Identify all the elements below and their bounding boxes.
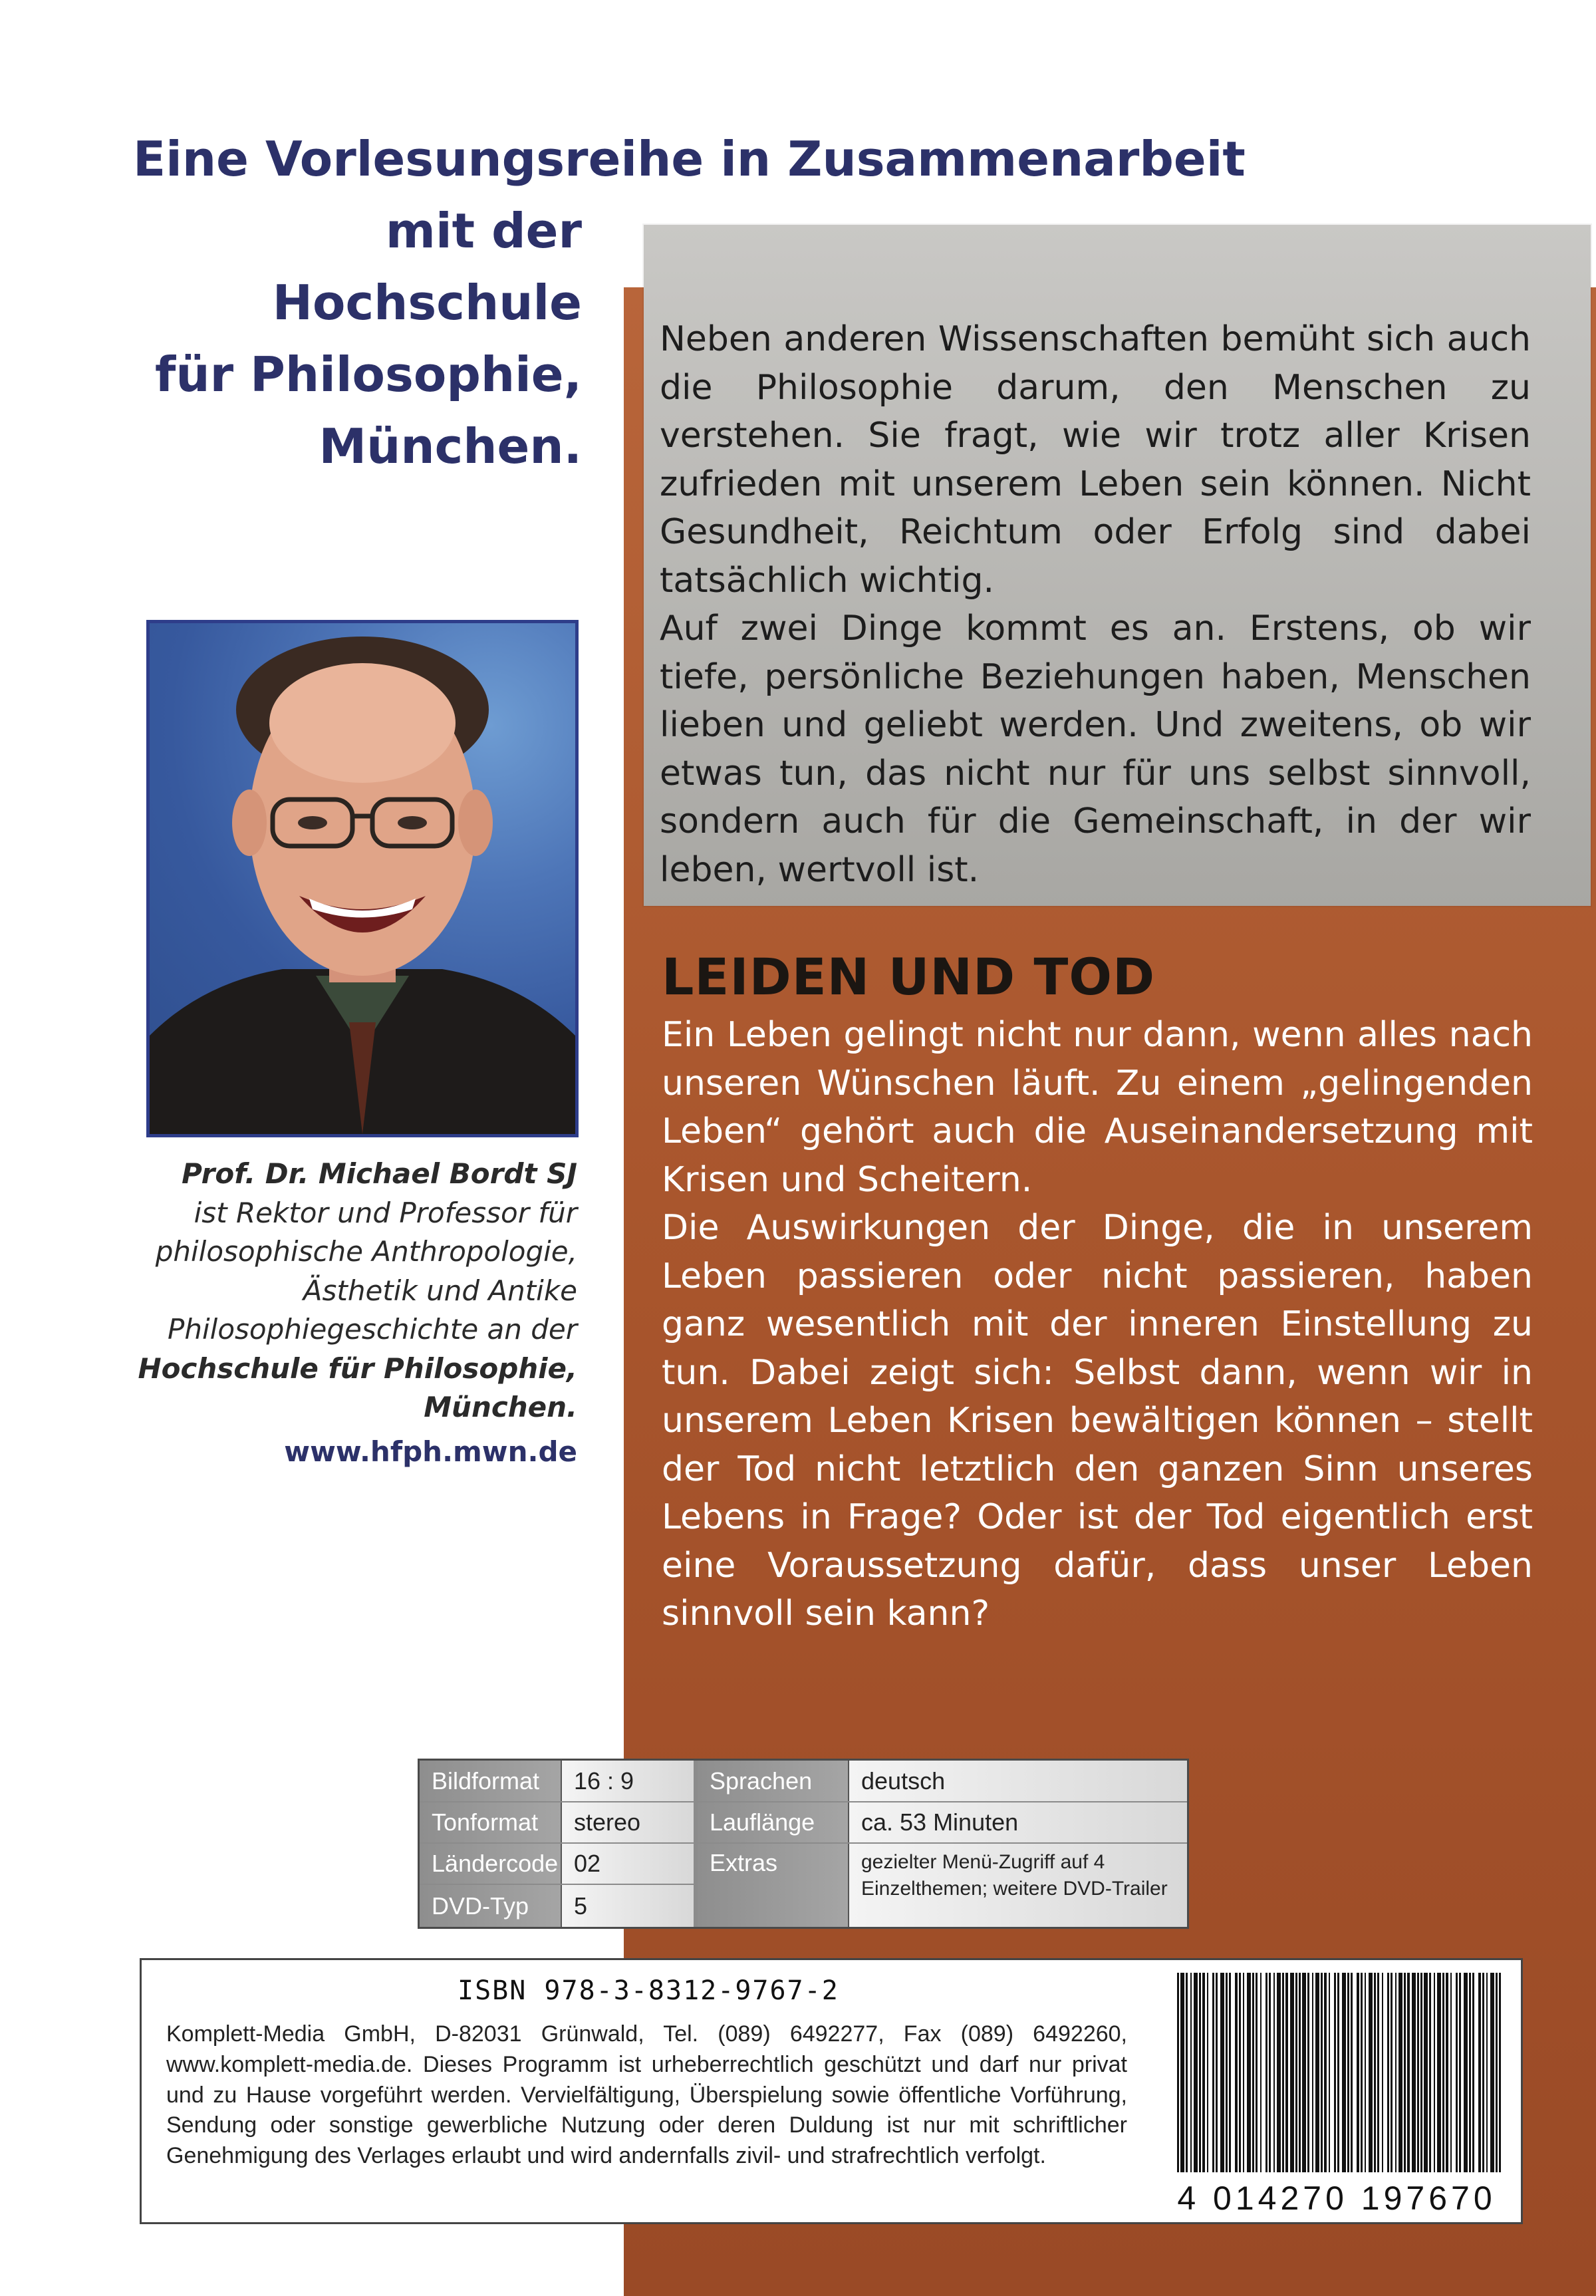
spec-value-dvdtyp: 5 [561,1885,694,1927]
author-caption [80,1155,577,1427]
spec-label-sprachen: Sprachen [698,1761,848,1801]
spec-value-laufzeit: ca. 53 Minuten [848,1802,1187,1842]
institution-website: www.hfph.mwn.de [284,1435,577,1468]
spec-label-laufzeit: Lauflänge [698,1802,848,1842]
spec-value-bildformat: 16 : 9 [561,1761,694,1801]
spec-value-extras: gezielter Menü-Zugriff auf 4 Einzelthemen; weitere DVD-Trailer [848,1844,1187,1927]
section-paragraph-2: Die Auswirkungen der Dinge, die in unserem Leben passieren oder nicht passieren, haben ganz wesentlich mit der inneren Einstellung zu tun. Dabei zeigt sich: Selbst dann, wenn wir in unserem Leben Krisen bewältigen können – stellt der Tod nicht letztlich den ganzen Sinn unseres Lebens in Frage? Oder ist der Tod eigentlich erst eine Voraussetzung dafür, dass unser Leben sinnvoll sein kann? [662,1208,1533,1634]
specs-table [418,1759,1189,1929]
section-paragraph-1: Ein Leben gelingt nicht nur dann, wenn alles nach unseren Wünschen läuft. Zu einem „gelingenden Leben“ gehört auch die Auseinandersetzung mit Krisen und Scheitern. [662,1015,1533,1200]
spec-label-dvdtyp: DVD-Typ [420,1885,561,1927]
isbn-number: ISBN 978-3-8312-9767-2 [458,1975,839,2006]
headline-line-2: mit der [385,203,582,259]
author-portrait-photo [146,620,579,1137]
section-text [662,1011,1533,1638]
spec-label-bildformat: Bildformat [420,1761,561,1801]
spec-value-tonformat: stereo [561,1802,694,1842]
author-description: ist Rektor und Professor für philosophische Anthropologie, Ästhetik und Antike Philosophiegeschichte an der [155,1196,577,1346]
headline-line-5: München. [319,418,582,474]
spec-label-laendercode: Ländercode [420,1844,561,1884]
headline-line-1: Eine Vorlesungsreihe in Zusammenarbeit [133,131,1246,187]
spec-value-laendercode: 02 [561,1844,694,1884]
intro-paragraph-2: Auf zwei Dinge kommt es an. Erstens, ob wir tiefe, persönliche Beziehungen haben, Menschen lieben und geliebt werden. Und zweitens, ob wir etwas tun, das nicht nur für uns selbst sinnvoll, sondern auch für die Gemeinschaft, in der wir leben, wertvoll ist. [660,609,1531,890]
author-institution: Hochschule für Philosophie, München. [138,1352,577,1423]
legal-notice: Komplett-Media GmbH, D-82031 Grünwald, Tel. (089) 6492277, Fax (089) 6492260, www.komplett-media.de. Dieses Programm ist urheberrechtlich geschützt und darf nur privat und zu Hause vorgeführt werden. Vervielfältigung, Überspielung sowie öffentliche Vorführung, Sendung oder sonstige gewerbliche Nutzung oder deren Duldung ist nur mit schriftlicher Genehmigung des Verlages erlaubt und wird andernfalls zivil- und strafrechtlich verfolgt. [166,2021,1127,2169]
author-name: Prof. Dr. Michael Bordt SJ [182,1157,577,1190]
barcode-number: 4 014270 197670 [1177,2180,1496,2217]
section-title: LEIDEN UND TOD [662,947,1156,1006]
spec-label-tonformat: Tonformat [420,1802,561,1842]
portrait-illustration [150,623,575,1134]
intro-text [660,315,1531,894]
ean-barcode [1174,1973,1504,2172]
spec-label-extras: Extras [698,1844,848,1927]
headline-line-4: für Philosophie, [155,347,582,402]
headline-line-3: Hochschule [272,275,582,331]
spec-value-sprachen: deutsch [848,1761,1187,1801]
intro-paragraph-1: Neben anderen Wissenschaften bemüht sich auch die Philosophie darum, den Menschen zu verstehen. Sie fragt, wie wir trotz aller Krisen zufrieden mit unserem Leben sein können. Nicht Gesundheit, Reichtum oder Erfolg sind dabei tatsächlich wichtig. [660,319,1531,601]
